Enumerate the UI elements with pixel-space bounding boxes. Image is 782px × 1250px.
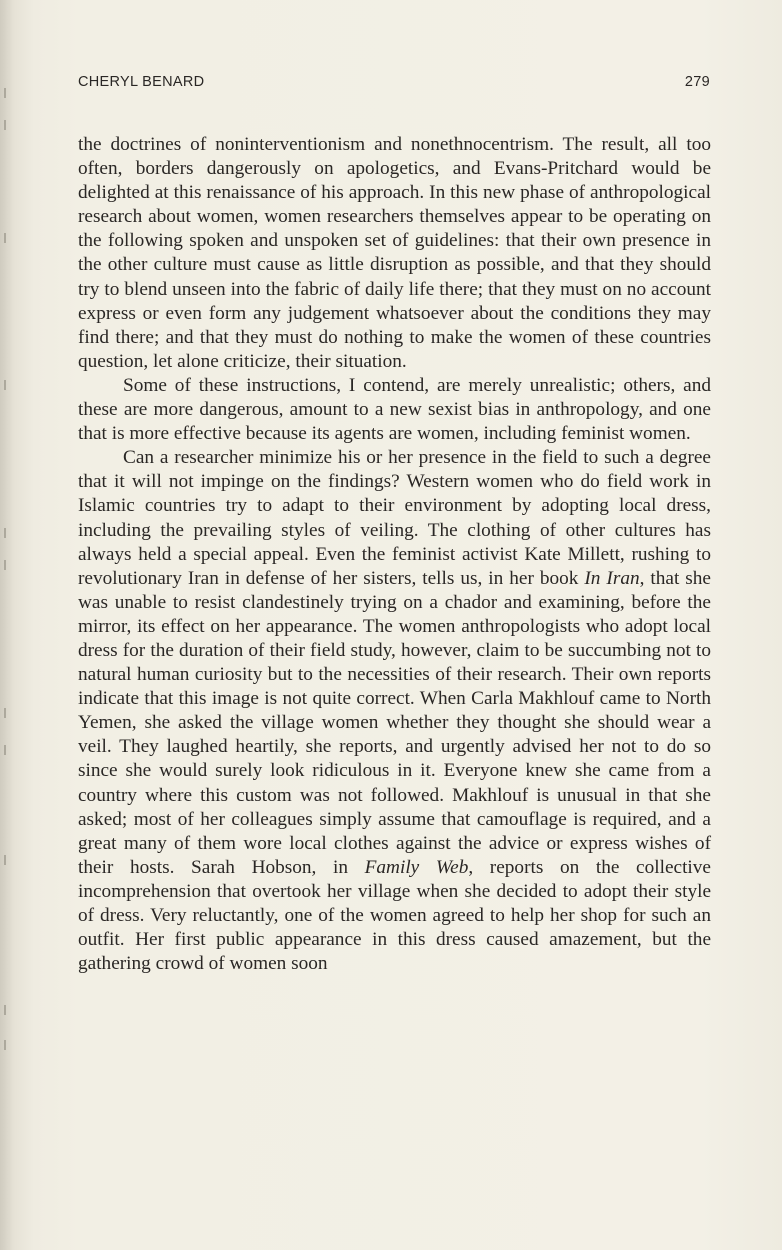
body-text — [78, 133, 711, 976]
book-title: Family Web — [364, 856, 469, 878]
text-run: , that she was unable to resist clandestinely trying on a chador and examining, before the mirror, its effect on her appearance. The women anthropologists who adopt local dress for the duration of their field study, however, claim to be succumbing not to natural human curiosity but to the necessities of their research. Their own reports indicate that this image is not quite correct. When Carla Makhlouf came to North Yemen, she asked the village women whether they thought she should wear a veil. They laughed heartily, she reports, and urgently advised her not to do so since she would surely look ridiculous in it. Everyone knew she came from a country where this custom was not followed. Makhlouf is unusual in that she asked; most of her colleagues simply assume that camouflage is required, and a great many of them wore local clothes against the advice or express wishes of their hosts. Sarah Hobson, in — [78, 567, 711, 878]
running-header — [78, 74, 710, 98]
page-number: 279 — [684, 74, 710, 90]
paragraph — [78, 446, 711, 976]
running-head-author: CHERYL BENARD — [78, 74, 205, 90]
paragraph: Some of these instructions, I contend, are merely unrealistic; others, and these are more dangerous, amount to a new sexist bias in anthropology, and one that is more effective because its agents are women, including feminist women. — [78, 374, 711, 445]
text-run: , reports on the collective incomprehension that overtook her village when she decided to adopt their style of dress. Very reluctantly, one of the women agreed to help her shop for such an outfit. Her first public appearance in this dress caused amazement, but the gathering crowd of women soon — [78, 856, 711, 975]
text-run: Can a researcher minimize his or her presence in the field to such a degree that it will not impinge on the findings? Western women who do field work in Islamic countries try to adapt to their environment by adopting local dress, including the prevailing styles of veiling. The clothing of other cultures has always held a special appeal. Even the feminist activist Kate Millett, rushing to revolutionary Iran in defense of her sisters, tells us, in her book — [78, 447, 711, 589]
book-title: In Iran — [584, 567, 640, 589]
paragraph: the doctrines of noninterventionism and nonethnocentrism. The result, all too often, borders dangerously on apologetics, and Evans-Pritchard would be delighted at this renaissance of his approach. In this new phase of anthropological research about women, women researchers themselves appear to be operating on the following spoken and unspoken set of guidelines: that their own presence in the other culture must cause as little disruption as possible, and that they should try to blend unseen into the fabric of daily life there; that they must on no account express or even form any judgement whatsoever about the conditions they may find there; and that they must do nothing to make the women of these countries question, let alone criticize, their situation. — [78, 134, 711, 372]
